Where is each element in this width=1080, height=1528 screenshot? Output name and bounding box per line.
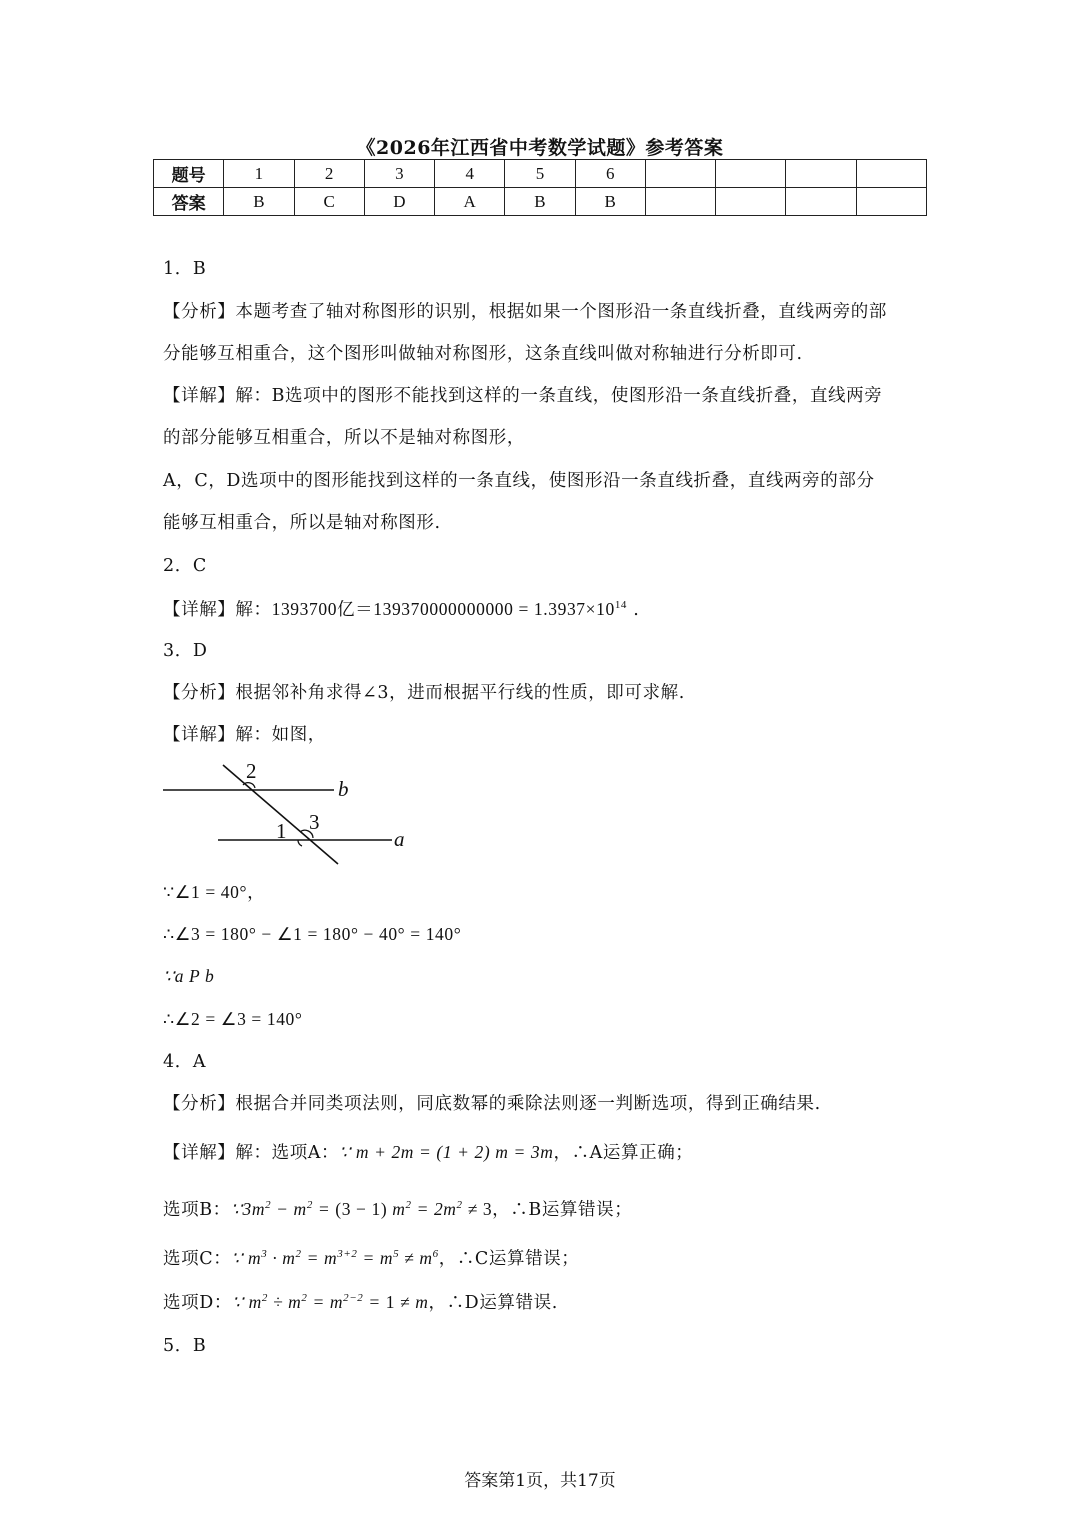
- q4-option-d: 选项D：∵ $m^2 \div m^2 = m^{2-2} = 1 \ne m$，∴D运算错误.: [163, 1292, 558, 1313]
- label-line-a: a: [394, 827, 405, 851]
- q2-detail-exponent: 14: [614, 599, 628, 611]
- label-angle-3: 3: [309, 810, 320, 834]
- q1-detail-line-1: 【详解】解：B选项中的图形不能找到这样的一条直线，使图形沿一条直线折叠，直线两旁: [163, 386, 883, 406]
- q1-detail-line-4: 能够互相重合，所以是轴对称图形.: [163, 513, 441, 533]
- q2-detail: [163, 597, 639, 622]
- table-cell: B: [224, 188, 294, 216]
- table-row-answers: [154, 188, 927, 216]
- table-cell: 1: [224, 160, 294, 188]
- table-answer-label: 答案: [154, 188, 224, 216]
- q3-step-1: ∵∠1 = 40°，: [163, 882, 266, 902]
- transversal-line: [223, 765, 338, 864]
- q4-option-d-prefix: 选项D：: [163, 1293, 232, 1313]
- q2-detail-prefix: 【详解】解：: [163, 600, 272, 620]
- q3-step-3: ∵a P b: [163, 966, 215, 986]
- q4-detail-prefix: 【详解】解：选项A：: [163, 1143, 340, 1163]
- q4-option-c-end: ，∴C运算错误；: [438, 1249, 580, 1269]
- page-title: 《2026年江西省中考数学试题》参考答案: [356, 137, 724, 159]
- q4-option-c: 选项C：∵ $m^3 \cdot m^2 = m^{3+2} = m^5 \ne m^6$，∴C运算错误；: [163, 1248, 580, 1269]
- table-cell: D: [364, 188, 434, 216]
- table-row-numbers: [154, 160, 927, 188]
- q1-analysis-line-2: 分能够互相重合，这个图形叫做轴对称图形，这条直线叫做对称轴进行分析即可.: [163, 344, 803, 364]
- q4-heading: 4．A: [163, 1052, 207, 1072]
- parallel-lines-diagram: [160, 758, 420, 870]
- q3-step-4: ∴∠2 = ∠3 = 140°: [163, 1009, 303, 1029]
- table-cell: [716, 160, 786, 188]
- q1-detail-line-3: A，C，D选项中的图形能找到这样的一条直线，使图形沿一条直线折叠，直线两旁的部分: [163, 471, 875, 491]
- label-angle-2: 2: [246, 759, 257, 783]
- table-cell: 4: [435, 160, 505, 188]
- table-cell: [645, 160, 715, 188]
- table-cell: [856, 160, 926, 188]
- table-cell: 3: [364, 160, 434, 188]
- table-cell: [856, 188, 926, 216]
- q4-option-d-end: ，∴D运算错误.: [428, 1293, 558, 1313]
- q2-detail-expression: 1393700亿＝139370000000000 = 1.3937×10: [271, 599, 615, 619]
- table-cell: A: [435, 188, 505, 216]
- q4-option-c-prefix: 选项C：: [163, 1249, 232, 1269]
- table-cell: 5: [505, 160, 575, 188]
- q3-step-2: ∴∠3 = 180° − ∠1 = 180° − 40° = 140°: [163, 924, 462, 944]
- table-cell: [716, 188, 786, 216]
- label-angle-1: 1: [276, 819, 287, 843]
- q2-detail-end: .: [627, 600, 640, 620]
- table-cell: [786, 188, 856, 216]
- q3-detail: 【详解】解：如图，: [163, 725, 326, 745]
- q4-detail-a: [163, 1140, 693, 1165]
- q4-option-b-end: ，∴B运算错误；: [492, 1200, 633, 1220]
- page-footer: 答案第1页，共17页: [464, 1471, 616, 1491]
- angle-1-arc: [298, 840, 302, 846]
- q1-analysis-line-1: 【分析】本题考查了轴对称图形的识别，根据如果一个图形沿一条直线折叠，直线两旁的部: [163, 302, 887, 322]
- q3-analysis: 【分析】根据邻补角求得∠3，进而根据平行线的性质，即可求解.: [163, 683, 685, 703]
- table-cell: 6: [575, 160, 645, 188]
- table-header-label: 题号: [154, 160, 224, 188]
- q4-option-a-expression: ∵ m + 2m = (1 + 2) m = 3m: [339, 1142, 554, 1162]
- table-cell: [786, 160, 856, 188]
- q4-option-a-end: ，∴A运算正确；: [553, 1143, 694, 1163]
- q4-option-b: 选项B：$\because 3m^2 - m^2 = (3 - 1) m^2 = 2m^2 \ne 3$，∴B运算错误；: [163, 1199, 633, 1220]
- table-cell: B: [505, 188, 575, 216]
- table-cell: [645, 188, 715, 216]
- q5-heading: 5．B: [163, 1336, 207, 1356]
- table-cell: 2: [294, 160, 364, 188]
- table-cell: C: [294, 188, 364, 216]
- q4-option-b-prefix: 选项B：: [163, 1200, 231, 1220]
- q3-heading: 3．D: [163, 641, 208, 661]
- label-line-b: b: [338, 777, 349, 801]
- table-cell: B: [575, 188, 645, 216]
- q2-heading: 2．C: [163, 556, 207, 576]
- answer-table: [153, 159, 927, 216]
- q1-detail-line-2: 的部分能够互相重合，所以不是轴对称图形，: [163, 428, 525, 448]
- q4-analysis: 【分析】根据合并同类项法则，同底数幂的乘除法则逐一判断选项，得到正确结果.: [163, 1094, 821, 1114]
- q1-heading: 1．B: [163, 259, 207, 279]
